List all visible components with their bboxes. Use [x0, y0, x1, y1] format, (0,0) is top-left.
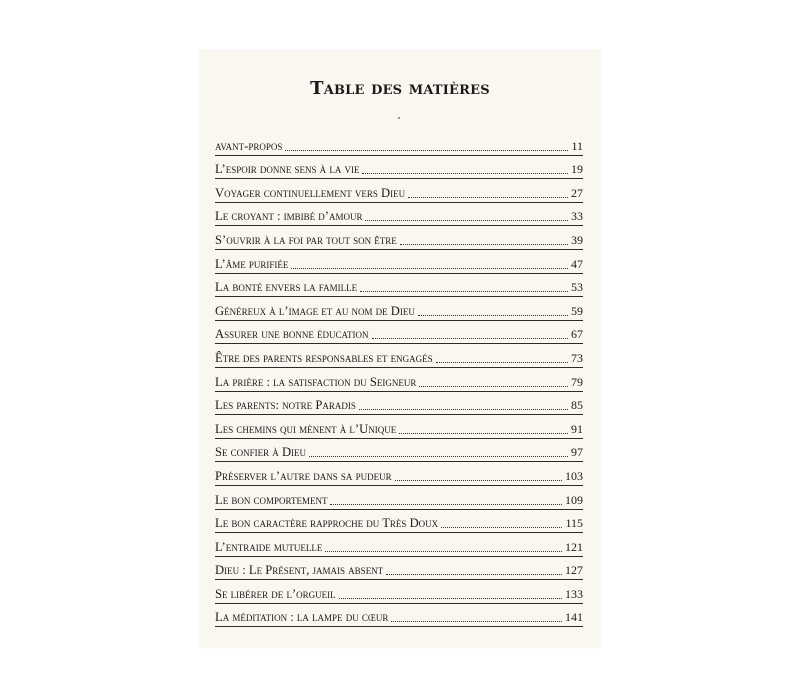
ink-speck: [398, 117, 400, 119]
toc-entry-page-number: 91: [571, 421, 583, 436]
toc-entry-page-number: 47: [571, 256, 583, 271]
dot-leader: [365, 220, 568, 221]
book-page: [200, 50, 600, 647]
dot-leader: [391, 621, 562, 622]
dot-leader: [359, 409, 568, 410]
toc-entry-title: Se libérer de l’orgueil: [215, 586, 336, 601]
toc-entry-page-number: 141: [565, 610, 583, 625]
toc-entry: [215, 510, 583, 534]
dot-leader: [362, 173, 568, 174]
toc-entry-page-number: 11: [571, 138, 583, 153]
toc-entry: [215, 415, 583, 439]
toc-entry-title: Généreux à l’image et au nom de Dieu: [215, 303, 415, 318]
toc-entry: [215, 486, 583, 510]
toc-entry-page-number: 67: [571, 327, 583, 342]
toc-entry-title: L’entraide mutuelle: [215, 539, 323, 554]
toc-entry-page-number: 97: [571, 445, 583, 460]
toc-entry: [215, 156, 583, 180]
toc-entry-page-number: 103: [565, 468, 583, 483]
toc-entry: [215, 392, 583, 416]
toc-entry-page-number: 85: [571, 398, 583, 413]
toc-entry-title: L’âme purifiée: [215, 256, 289, 271]
toc-entry: [215, 439, 583, 463]
toc-entry-page-number: 79: [571, 374, 583, 389]
toc-entry-title: La prière : la satisfaction du Seigneur: [215, 374, 417, 389]
dot-leader: [325, 551, 562, 552]
toc-entry-title: L’espoir donne sens à la vie: [215, 162, 360, 177]
toc-entry-page-number: 109: [565, 492, 583, 507]
toc-entry: [215, 344, 583, 368]
dot-leader: [285, 150, 568, 151]
toc-entry: [215, 226, 583, 250]
toc-entry-title: avant-propos: [215, 138, 283, 153]
toc-entry-title: Les parents: notre Paradis: [215, 398, 356, 413]
toc-entry-title: Voyager continuellement vers Dieu: [215, 185, 406, 200]
dot-leader: [418, 315, 568, 316]
toc-entry-title: Les chemins qui mènent à l’Unique: [215, 421, 397, 436]
toc-entry-title: Le croyant : imbibé d’amour: [215, 209, 363, 224]
toc-entry: [215, 179, 583, 203]
toc-entry-title: Le bon caractère rapproche du Très Doux: [215, 516, 439, 531]
toc-entry-title: Assurer une bonne éducation: [215, 327, 369, 342]
toc-entry-title: S’ouvrir à la foi par tout son être: [215, 232, 397, 247]
toc-entry: [215, 604, 583, 628]
toc-entry: [215, 203, 583, 227]
toc-entry-title: Être des parents responsables et engagés: [215, 350, 433, 365]
toc-entry-page-number: 19: [571, 162, 583, 177]
toc-entry: [215, 321, 583, 345]
toc-entry: [215, 274, 583, 298]
toc-entry: [215, 533, 583, 557]
dot-leader: [395, 480, 562, 481]
dot-leader: [399, 433, 568, 434]
table-of-contents: [215, 132, 583, 627]
dot-leader: [441, 527, 562, 528]
toc-entry: [215, 462, 583, 486]
dot-leader: [400, 244, 568, 245]
dot-leader: [291, 268, 568, 269]
toc-entry-page-number: 115: [565, 516, 583, 531]
toc-entry-page-number: 33: [571, 209, 583, 224]
toc-entry: [215, 132, 583, 156]
toc-entry-page-number: 127: [565, 563, 583, 578]
toc-entry: [215, 297, 583, 321]
page-title: Table des matières: [310, 78, 490, 99]
toc-entry-title: Dieu : Le Présent, jamais absent: [215, 563, 384, 578]
dot-leader: [419, 386, 568, 387]
toc-entry-title: Préserver l’autre dans sa pudeur: [215, 468, 392, 483]
dot-leader: [330, 504, 562, 505]
toc-entry: [215, 580, 583, 604]
dot-leader: [408, 197, 568, 198]
toc-entry-page-number: 121: [565, 539, 583, 554]
toc-entry-page-number: 27: [571, 185, 583, 200]
toc-entry: [215, 250, 583, 274]
toc-entry: [215, 368, 583, 392]
dot-leader: [339, 598, 562, 599]
dot-leader: [372, 338, 568, 339]
toc-entry-title: La bonté envers la famille: [215, 280, 358, 295]
dot-leader: [309, 456, 568, 457]
toc-entry-title: Se confier à Dieu: [215, 445, 307, 460]
toc-entry-page-number: 59: [571, 303, 583, 318]
dot-leader: [436, 362, 568, 363]
toc-entry-page-number: 39: [571, 232, 583, 247]
dot-leader: [386, 574, 562, 575]
toc-entry: [215, 557, 583, 581]
toc-entry-title: Le bon comportement: [215, 492, 328, 507]
dot-leader: [360, 291, 568, 292]
toc-entry-page-number: 73: [571, 350, 583, 365]
toc-entry-title: La méditation : la lampe du cœur: [215, 610, 389, 625]
toc-entry-page-number: 133: [565, 586, 583, 601]
toc-entry-page-number: 53: [571, 280, 583, 295]
